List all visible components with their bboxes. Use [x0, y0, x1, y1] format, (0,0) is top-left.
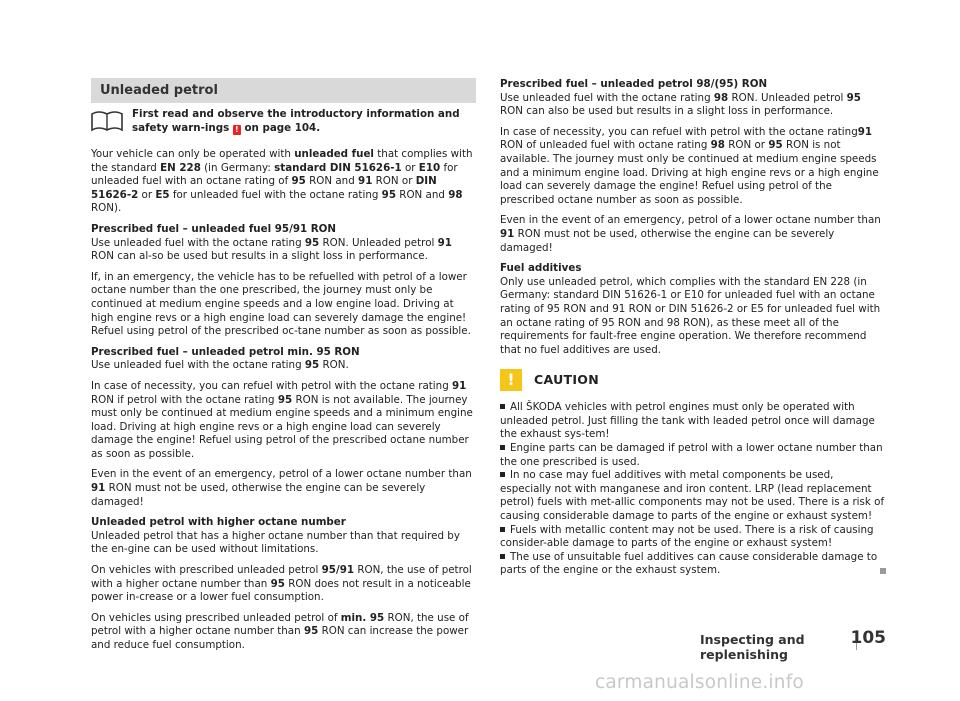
- right-column: [500, 78, 886, 578]
- caution-icon: !: [500, 369, 522, 391]
- paragraph: Your vehicle can only be operated with unleaded fuel that complies with the standard EN 228 (in Germany: standard DIN 51626-1 or E10 for unleaded fuel with an octane rating of 95 RON and 91 RON or DIN 51626-2 or E5 for unleaded fuel with the octane rating 95 RON and 98 RON).: [91, 148, 473, 215]
- subheading: Prescribed fuel – unleaded petrol 98/(95) RON: [500, 78, 768, 90]
- paragraph: If, in an emergency, the vehicle has to be refuelled with petrol of a lower octane number than the one prescribed, the journey must only be continued at medium engine speeds and a low engine load. Driving at high engine revs or a high engine load can severely damage the engine! Refuel using petrol of the prescribed oc-tane number as soon as possible.: [91, 270, 471, 338]
- warning-icon: !: [233, 125, 241, 135]
- paragraph: Even in the event of an emergency, petrol of a lower octane number than 91 RON must not be used, otherwise the engine can be severely damaged!: [91, 468, 472, 508]
- paragraph: Use unleaded fuel with the octane rating 95 RON. Unleaded petrol 91 RON can al-so be used but results in a slight loss in performance.: [91, 236, 452, 263]
- caution-header: [500, 369, 886, 391]
- page-reference-link[interactable]: on page 104.: [244, 121, 321, 134]
- section-title: Unleaded petrol: [91, 78, 476, 103]
- section-end-icon: [880, 568, 886, 574]
- paragraph: Even in the event of an emergency, petrol of a lower octane number than 91 RON must not be used, otherwise the engine can be severely damaged!: [500, 214, 881, 254]
- paragraph: On vehicles with prescribed unleaded petrol 95/91 RON, the use of petrol with a higher octane number than 95 RON does not result in a noticeable power in-crease or a lower fuel consumption.: [91, 564, 472, 604]
- caution-list: [500, 401, 886, 578]
- page-footer: [700, 628, 886, 662]
- footer-section-title: Inspecting and replenishing: [700, 632, 805, 662]
- paragraph: Use unleaded fuel with the octane rating 95 RON.: [91, 359, 349, 372]
- subheading: Prescribed fuel – unleaded petrol min. 95 RON: [91, 345, 360, 358]
- paragraph: Only use unleaded petrol, which complies with the standard EN 228 (in Germany: standard DIN 51626-1 or E10 for unleaded fuel with an octane rating of 95 RON and 91 RON or DIN 51626-2 or E5 for unleaded fuel with an octane rating of 95 RON and 98 RON), as these meet all of the requirements for fault-free engine operation. We therefore recommend that no fuel additives are used.: [500, 275, 881, 356]
- paragraph: Use unleaded fuel with the octane rating 98 RON. Unleaded petrol 95 RON can also be used but results in a slight loss in performance.: [500, 91, 861, 118]
- intro-note: First read and observe the introductory information and safety warn-ings ! on page 104.: [91, 108, 476, 136]
- list-item: Fuels with metallic content may not be used. There is a risk of causing consider-able damage to parts of the engine or exhaust system!: [500, 523, 874, 550]
- bullet-icon: [500, 445, 505, 450]
- list-item: All ŠKODA vehicles with petrol engines must only be operated with unleaded petrol. Just filling the tank with leaded petrol once will damage the exhaust sys-tem!: [500, 401, 875, 441]
- open-book-icon: [91, 110, 123, 132]
- paragraph: On vehicles using prescribed unleaded petrol of min. 95 RON, the use of petrol with a higher octane number than 95 RON can increase the power and reduce fuel consumption.: [91, 611, 469, 651]
- list-item: Engine parts can be damaged if petrol with a lower octane number than the one prescribed is used.: [500, 442, 883, 468]
- bullet-icon: [500, 527, 505, 532]
- page-number: 105: [850, 628, 886, 648]
- bullet-icon: [500, 554, 505, 559]
- subheading: Unleaded petrol with higher octane number: [91, 516, 346, 529]
- watermark: carmanualsonline.info: [595, 672, 804, 693]
- paragraph: In case of necessity, you can refuel with petrol with the octane rating 91 RON if petrol with the octane rating 95 RON is not available. The journey must only be continued at medium engine speeds and a minimum engine load. Driving at high engine revs or a high engine load can severely damage the engine! Refuel using petrol of the prescribed octane number as soon as possible.: [91, 379, 473, 460]
- paragraph: In case of necessity, you can refuel with petrol with the octane rating91 RON of unleaded fuel with octane rating 98 RON or 95 RON is not available. The journey must only be continued at medium engine speeds and a minimum engine load. Driving at high engine revs or a high engine load can severely damage the engine! Refuel using petrol of the prescribed octane number as soon as possible.: [500, 125, 879, 206]
- subheading: Fuel additives: [500, 262, 582, 275]
- left-column: [91, 78, 476, 660]
- list-item: In no case may fuel additives with metal components be used, especially not with manganese and iron content. LRP (lead replacement petrol) fuels with met-allic components may not be used. There is a risk of causing considerable damage to parts of the engine or exhaust system!: [500, 469, 885, 523]
- subheading: Prescribed fuel – unleaded fuel 95/91 RON: [91, 222, 337, 235]
- caution-title: CAUTION: [534, 372, 599, 388]
- paragraph: Unleaded petrol that has a higher octane number than that required by the en-gine can be used without limitations.: [91, 529, 460, 556]
- bullet-icon: [500, 404, 505, 409]
- bullet-icon: [500, 472, 505, 477]
- list-item: The use of unsuitable fuel additives can cause considerable damage to parts of the engine or the exhaust system.: [500, 551, 886, 578]
